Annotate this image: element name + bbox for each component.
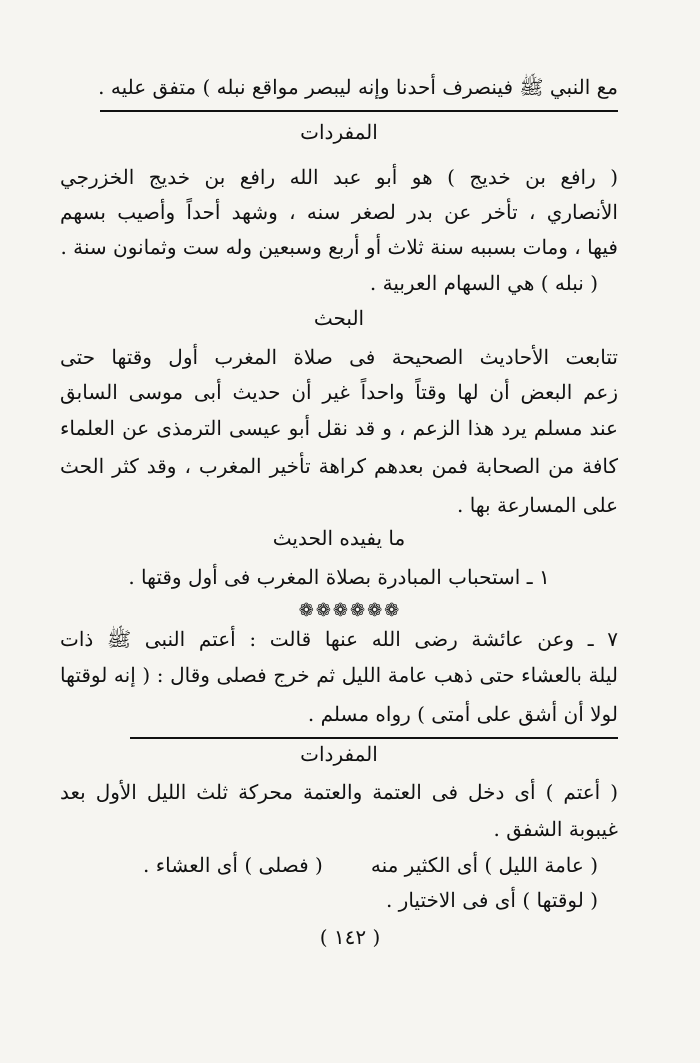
section-heading-mufradat-1: المفردات bbox=[300, 120, 378, 144]
paragraph-line: الأنصاري ، تأخر عن بدر لصغر سنه ، وشهد أحداً وأصيب بسهم bbox=[60, 200, 618, 224]
section-heading-bahth: البحث bbox=[313, 306, 365, 330]
paragraph-line: كافة من الصحابة فمن بعدهم كراهة تأخير المغرب ، وقد كثر الحث bbox=[60, 454, 618, 478]
definition-fasalla: ( فصلى ) أى العشاء . bbox=[143, 853, 323, 877]
hadith-line: لولا أن أشق على أمتى ) رواه مسلم . bbox=[307, 702, 618, 726]
paragraph-line: عند مسلم يرد هذا الزعم ، و قد نقل أبو عيسى الترمذى عن العلماء bbox=[60, 416, 618, 440]
paragraph-line: ( أعتم ) أى دخل فى العتمة والعتمة محركة ثلث الليل الأول بعد bbox=[60, 780, 618, 804]
hadith-line: ليلة بالعشاء حتى ذهب عامة الليل ثم خرج فصلى وقال : ( إنه لوقتها bbox=[60, 663, 618, 687]
definition-amat-al-layl: ( عامة الليل ) أى الكثير منه bbox=[370, 853, 598, 877]
section-heading-mufradat-2: المفردات bbox=[300, 742, 378, 766]
hadith-line: ٧ ـ وعن عائشة رضى الله عنها قالت : أعتم النبى ﷺ ذات bbox=[60, 627, 618, 651]
paragraph-line: ( لوقتها ) أى فى الاختيار . bbox=[385, 888, 598, 912]
divider-rule-top bbox=[100, 110, 618, 112]
paragraph-line: زعم البعض أن لها وقتاً واحداً غير أن حديث أبى موسى السابق bbox=[60, 380, 618, 404]
top-line: مع النبي ﷺ فينصرف أحدنا وإنه ليبصر مواقع نبله ) متفق عليه . bbox=[98, 75, 618, 99]
paragraph-line: ( نبله ) هي السهام العربية . bbox=[369, 271, 598, 295]
ornament-divider: ❁❁❁❁❁❁ bbox=[298, 600, 402, 621]
paragraph-line: على المسارعة بها . bbox=[457, 493, 618, 517]
paragraph-line: غيبوبة الشفق . bbox=[493, 817, 618, 841]
section-heading-ma-yufiduhu: ما يفيده الحديث bbox=[272, 526, 406, 550]
paragraph-line: فيها ، ومات بسببه سنة ثلاث أو أربع وسبعين وله ست وثمانون سنة . bbox=[60, 235, 618, 259]
paragraph-line: ( رافع بن خديج ) هو أبو عبد الله رافع بن خديج الخزرجي bbox=[60, 165, 618, 189]
paragraph-line: تتابعت الأحاديث الصحيحة فى صلاة المغرب أول وقتها حتى bbox=[60, 345, 618, 369]
divider-rule-bottom bbox=[130, 737, 618, 739]
benefit-item: ١ ـ استحباب المبادرة بصلاة المغرب فى أول وقتها . bbox=[128, 565, 550, 589]
page-number: ( ١٤٢ ) bbox=[319, 925, 381, 949]
definition-pair bbox=[60, 848, 598, 882]
